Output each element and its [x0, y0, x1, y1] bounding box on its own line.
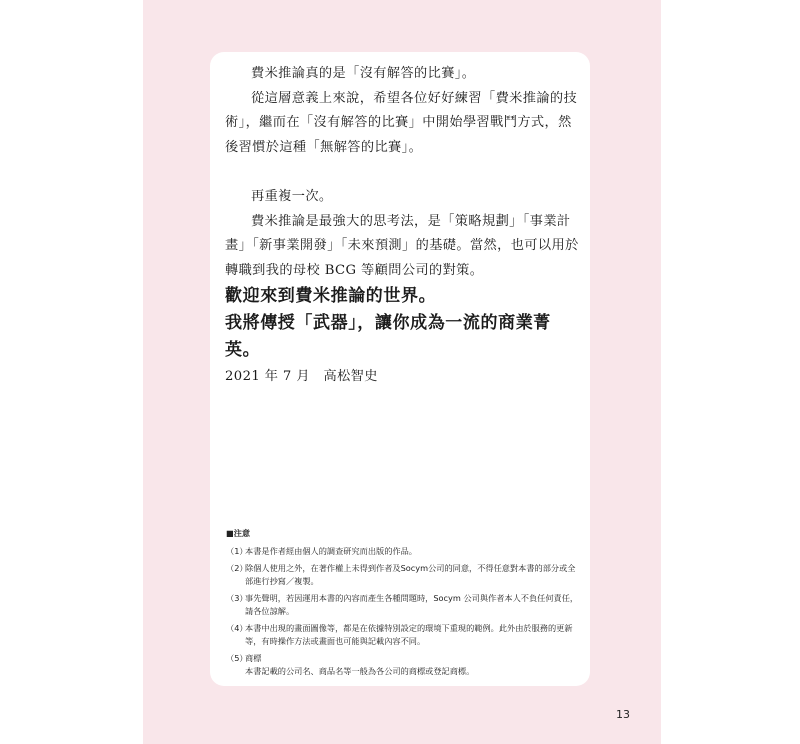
page-number: 13 — [616, 708, 630, 721]
note-item — [226, 562, 582, 588]
note-number: （2） — [226, 563, 248, 573]
note-number: （4） — [226, 623, 248, 633]
note-item — [226, 592, 582, 618]
body-text — [225, 62, 585, 283]
signature-date: 2021 年 7 月 高松智史 — [225, 369, 378, 384]
headline-line-1: 歡迎來到費米推論的世界。 — [225, 286, 437, 306]
note-text: 商標 本書記載的公司名、商品名等一般為各公司的商標或登記商標。 — [245, 653, 475, 676]
note-number: （5） — [226, 653, 248, 663]
note-number: （1） — [226, 546, 248, 556]
notes-title: ■注意 — [226, 528, 251, 538]
paragraph-1: 費米推論真的是「沒有解答的比賽」。 — [251, 66, 476, 81]
paragraph-3: 再重複一次。 — [251, 188, 333, 204]
note-text: 事先聲明，若因運用本書的內容而產生各種問題時，Socym 公司與作者本人不負任何責任，請各位諒解。 — [245, 593, 579, 616]
note-item — [226, 545, 582, 558]
headline-line-2: 我將傳授「武器」，讓你成為一流的商業菁英。 — [225, 313, 551, 360]
headline — [225, 283, 585, 364]
note-text: 本書是作者經由個人的調查研究而出版的作品。 — [245, 546, 417, 556]
notes-section — [226, 527, 582, 682]
paragraph-4: 費米推論是最強大的思考法，是「策略規劃」「事業計畫」「新事業開發」「未來預測」的基礎。當然，也可以用於轉職到我的母校 BCG 等顧問公司的對策。 — [225, 213, 579, 278]
note-text: 本書中出現的畫面圖像等，都是在依據特別設定的環境下重現的範例。此外由於服務的更新等，有時操作方法或畫面也可能與記載內容不同。 — [245, 623, 573, 646]
paragraph-2: 從這層意義上來說，希望各位好好練習「費米推論的技術」，繼而在「沒有解答的比賽」中開始學習戰鬥方式，然後習慣於這種「無解答的比賽」。 — [225, 90, 578, 155]
note-item — [226, 622, 582, 648]
note-number: （3） — [226, 593, 248, 603]
note-text: 除個人使用之外，在著作權上未得到作者及Socym公司的同意，不得任意對本書的部分或全部進行抄寫／複製。 — [245, 563, 576, 586]
note-item — [226, 652, 582, 678]
